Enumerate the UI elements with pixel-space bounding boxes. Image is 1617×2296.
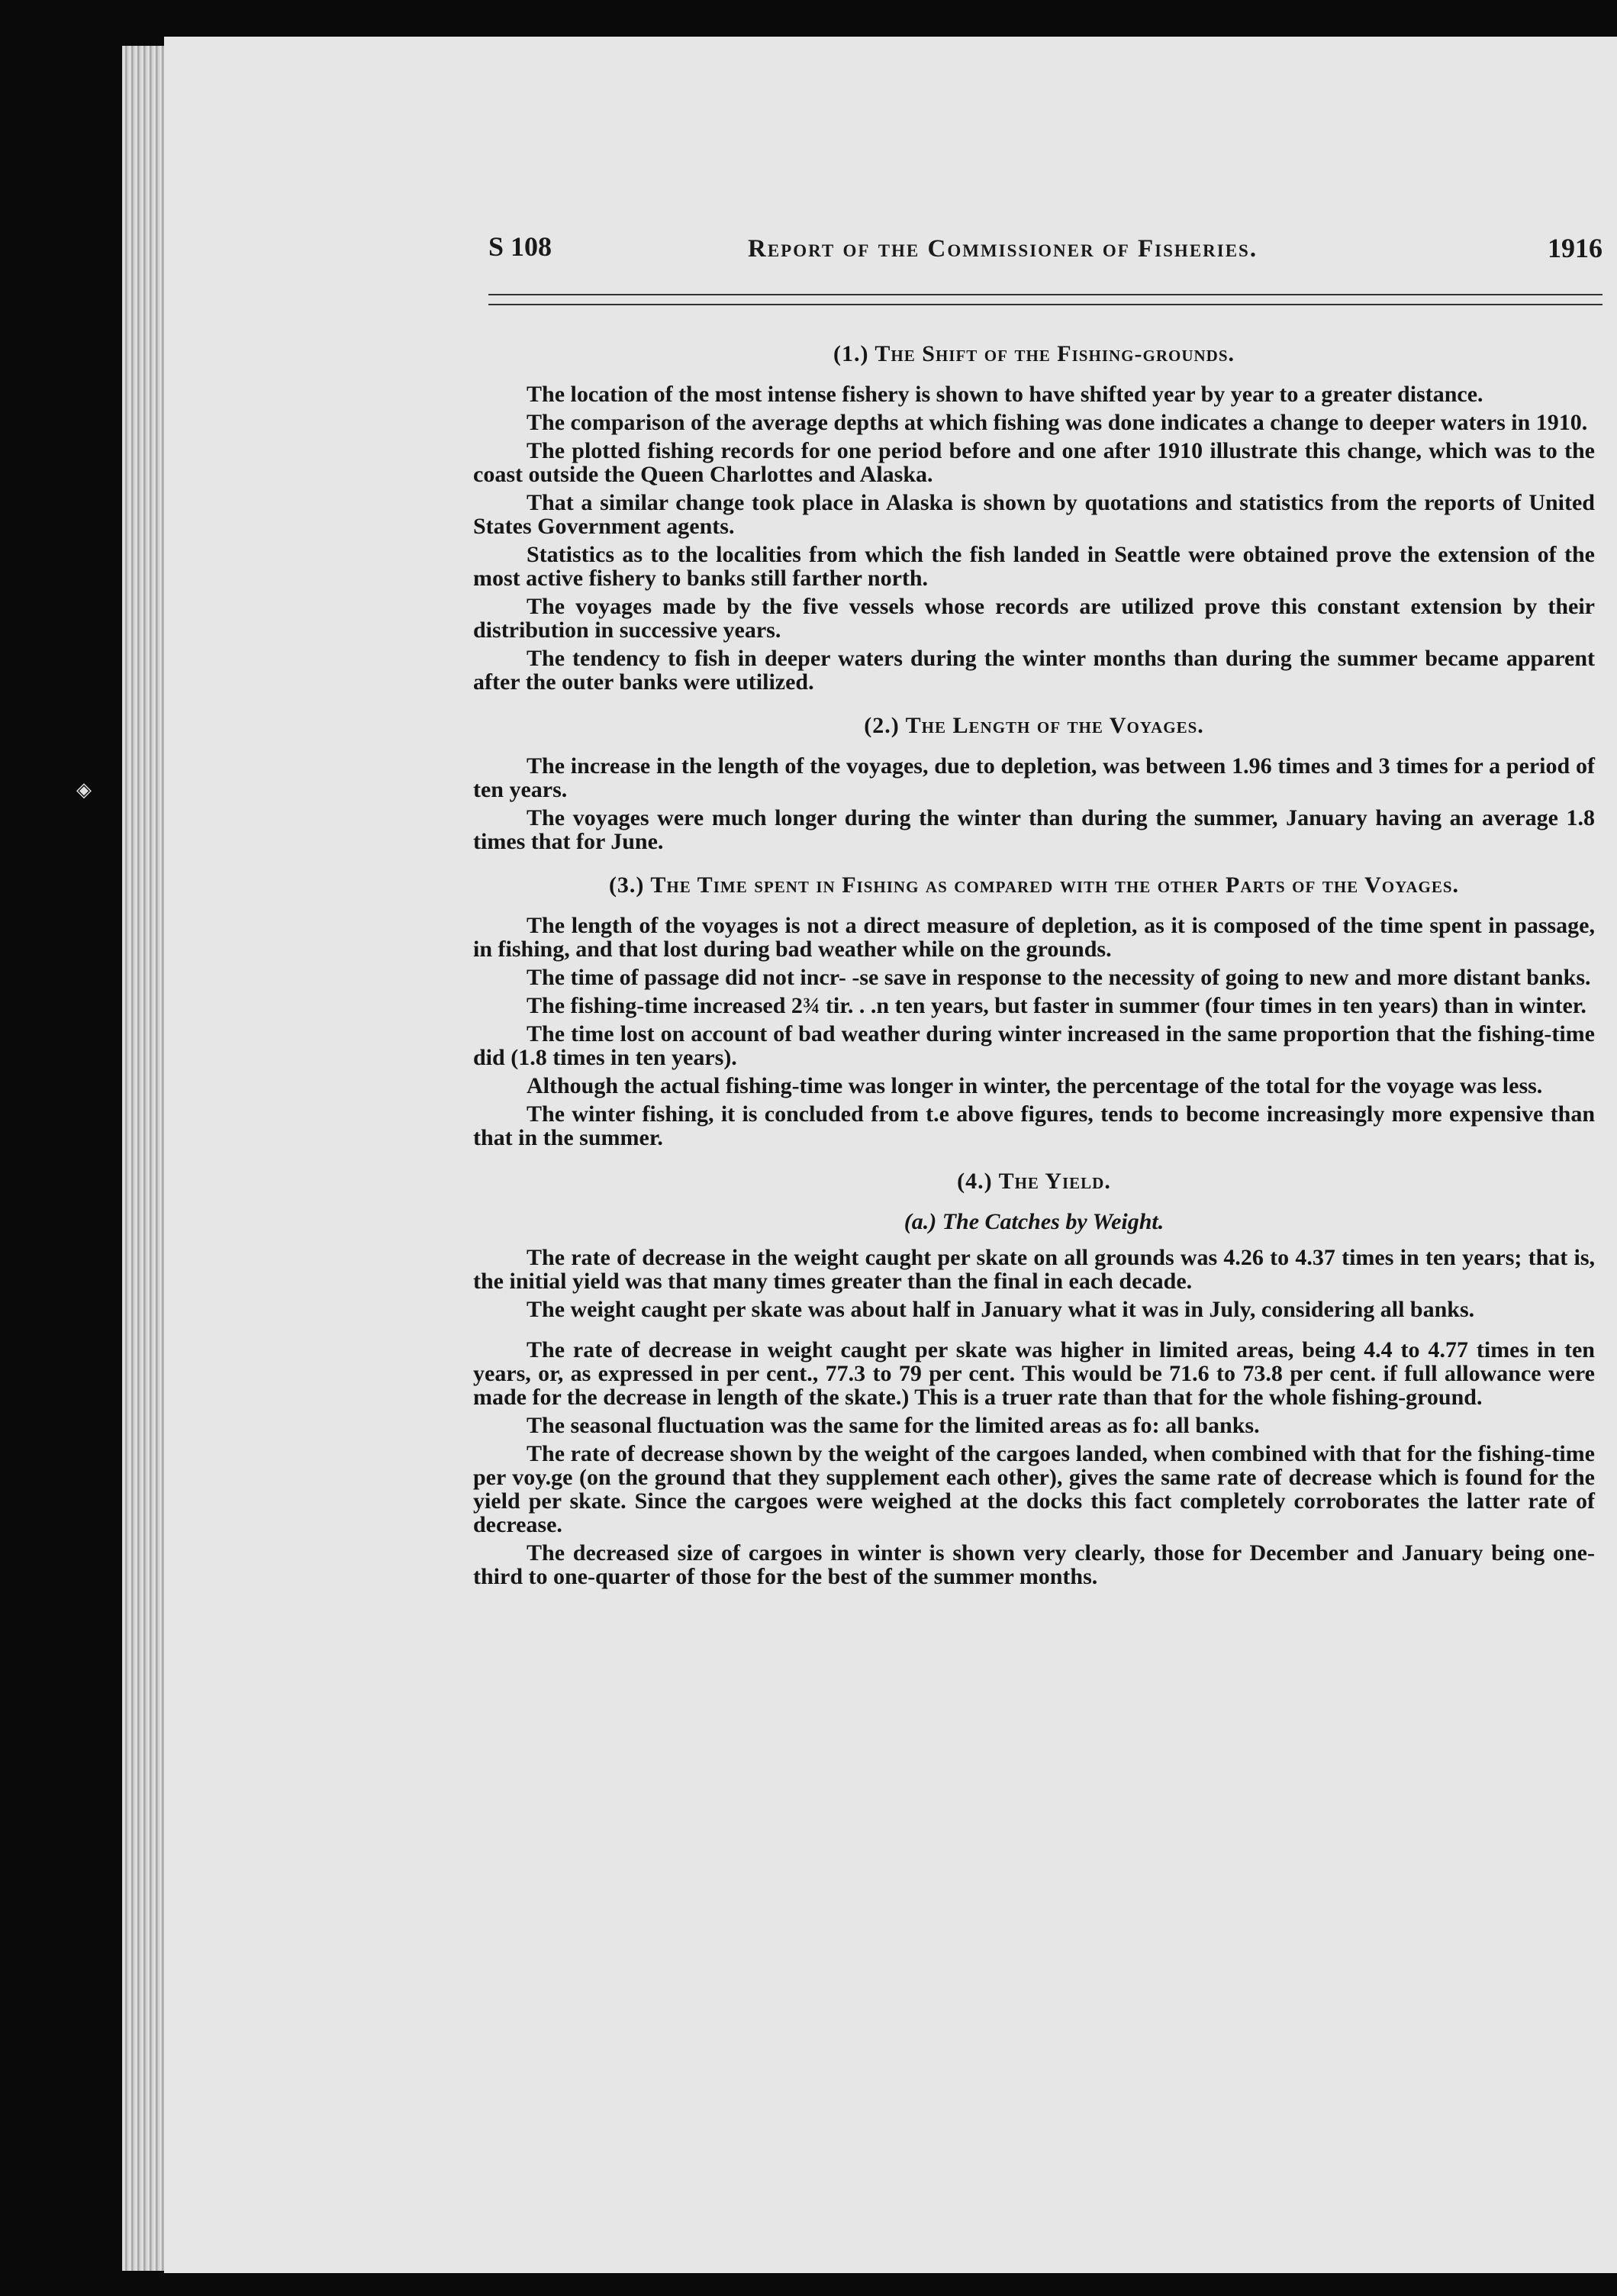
year: 1916: [1548, 233, 1603, 263]
section-heading: (1.) The Shift of the Fishing-grounds.: [833, 341, 1235, 366]
page-header: [488, 221, 1603, 275]
paragraph: The weight caught per skate was about half in January what it was in July, considering all banks.: [527, 1297, 1475, 1322]
paragraph: The rate of decrease in the weight caught per skate on all grounds was 4.26 to 4.37 times in ten years; that is, the initial yield was that many times greater than the final in each decade.: [473, 1245, 1595, 1294]
page-number: S 108: [488, 231, 552, 262]
paragraph: Although the actual fishing-time was longer in winter, the percentage of the total for the voyage was less.: [527, 1073, 1543, 1098]
paragraph: That a similar change took place in Alaska is shown by quotations and statistics from the reports of United States Government agents.: [473, 490, 1595, 539]
scan-artifact: ◈: [76, 779, 92, 801]
paragraph: The comparison of the average depths at which fishing was done indicates a change to deeper waters in 1910.: [527, 410, 1588, 435]
sub-heading: (a.) The Catches by Weight.: [904, 1209, 1164, 1234]
header-rule-double: [488, 304, 1603, 305]
paragraph: The time of passage did not incr- -se save in response to the necessity of going to new and more distant banks.: [527, 965, 1591, 990]
paragraph: The location of the most intense fishery is shown to have shifted year by year to a greater distance.: [527, 382, 1483, 407]
header-rule: [488, 294, 1603, 295]
paragraph: The voyages made by the five vessels whose records are utilized prove this constant extension by their distribution in successive years.: [473, 594, 1595, 643]
paragraph: The plotted fishing records for one period before and one after 1910 illustrate this change, which was to the coast outside the Queen Charlottes and Alaska.: [473, 438, 1595, 487]
section-heading: (4.) The Yield.: [957, 1169, 1111, 1194]
running-head: Report of the Commissioner of Fisheries.: [748, 235, 1258, 263]
section-heading: (3.) The Time spent in Fishing as compared with the other Parts of the Voyages.: [608, 872, 1460, 898]
paragraph: The seasonal fluctuation was the same for the limited areas as fo: all banks.: [527, 1413, 1260, 1438]
paragraph: The decreased size of cargoes in winter is shown very clearly, those for December and January being one-third to one-quarter of those for the best of the summer months.: [473, 1540, 1595, 1589]
paragraph: The fishing-time increased 2¾ tir. . .n ten years, but faster in summer (four times in ten years) than in winter.: [527, 993, 1586, 1018]
paragraph: The voyages were much longer during the winter than during the summer, January having an average 1.8 times that for June.: [473, 805, 1595, 854]
paragraph: The time lost on account of bad weather during winter increased in the same proportion that the fishing-time did (1.8 times in ten years).: [473, 1021, 1595, 1070]
paragraph: The rate of decrease in weight caught per skate was higher in limited areas, being 4.4 to 4.77 times in ten years, or, as expressed in per cent., 77.3 to 79 per cent. This would be 71.6 to 73.8 per cent. if full allowance were made for the decrease in length of the skate.) This is a truer rate than that for the whole fishing-ground.: [473, 1337, 1595, 1410]
body-text: [473, 336, 1595, 1593]
paragraph: The rate of decrease shown by the weight of the cargoes landed, when combined with that for the fishing-time per voy.ge (on the ground that they supplement each other), gives the same rate of decrease which is found for the yield per skate. Since the cargoes were weighed at the docks this fact completely corroborates the latter rate of decrease.: [473, 1441, 1595, 1537]
paragraph: The winter fishing, it is concluded from t.e above figures, tends to become increasingly more expensive than that in the summer.: [473, 1101, 1595, 1150]
paragraph: The increase in the length of the voyages, due to depletion, was between 1.96 times and 3 times for a period of ten years.: [473, 753, 1595, 802]
paragraph: The length of the voyages is not a direct measure of depletion, as it is composed of the time spent in passage, in fishing, and that lost during bad weather while on the grounds.: [473, 913, 1595, 962]
paragraph: Statistics as to the localities from which the fish landed in Seattle were obtained prove the extension of the most active fishery to banks still farther north.: [473, 542, 1595, 591]
section-heading: (2.) The Length of the Voyages.: [864, 713, 1204, 738]
paragraph: The tendency to fish in deeper waters during the winter months than during the summer became apparent after the outer banks were utilized.: [473, 646, 1595, 695]
